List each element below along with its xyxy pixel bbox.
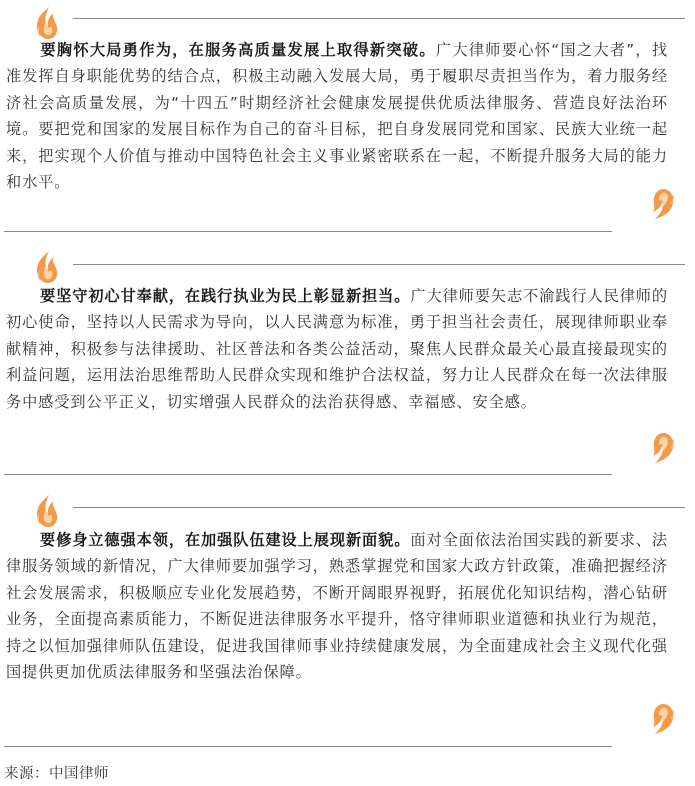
- section-top-divider: [73, 18, 685, 19]
- section-body: 广大律师要心怀“国之大者”，找准发挥自身职能优势的结合点，积极主动融入发展大局，勇于履职尽责担当作为，着力服务经济社会高质量发展，为“十四五”时期经济社会健康发展提供优质法律服务、营造良好法治环境。要把党和国家的发展目标作为自己的奋斗目标，把自身发展同党和国家、民族大业统一起来，把实现个人价值与推动中国特色社会主义事业紧密联系在一起，不断提升服务大局的能力和水平。: [6, 41, 668, 192]
- source-credit: 来源：中国律师: [4, 766, 109, 782]
- flame-icon: [643, 428, 681, 470]
- section-top-divider: [73, 264, 685, 265]
- section-heading: 要修身立德强本领，在加强队伍建设上展现新面貌。: [40, 531, 411, 549]
- section-heading: 要胸怀大局勇作为，在服务高质量发展上取得新突破。: [40, 41, 436, 59]
- section-heading: 要坚守初心甘奉献，在践行执业为民上彰显新担当。: [40, 287, 411, 305]
- section-paragraph: [6, 37, 668, 195]
- flame-icon: [33, 250, 61, 284]
- section-body: 广大律师要矢志不渝践行人民律师的初心使命，坚持以人民需求为导向，以人民满意为标准，勇于担当社会责任，展现律师职业奉献精神，积极参与法律援助、社区普法和各类公益活动，聚焦人民群众最关心最直接最现实的利益问题，运用法治思维帮助人民群众实现和维护合法权益，努力让人民群众在每一次法律服务中感受到公平正义，切实增强人民群众的法治获得感、幸福感、安全感。: [6, 287, 668, 411]
- flame-icon: [33, 6, 61, 40]
- section-paragraph: [6, 527, 668, 685]
- flame-icon: [643, 699, 681, 741]
- section-top-divider: [73, 507, 685, 508]
- section-bottom-divider: [4, 746, 612, 747]
- flame-icon: [33, 494, 61, 528]
- section-paragraph: [6, 283, 668, 415]
- section-body: 面对全面依法治国实践的新要求、法律服务领域的新情况，广大律师要加强学习，熟悉掌握党和国家大政方针政策，准确把握经济社会发展需求，积极顺应专业化发展趋势，不断开阔眼界视野，拓展优化知识结构，潜心钻研业务，全面提高素质能力，不断促进法律服务水平提升，恪守律师职业道德和执业行为规范，持之以恒加强律师队伍建设，促进我国律师事业持续健康发展，为全面建成社会主义现代化强国提供更加优质法律服务和坚强法治保障。: [6, 531, 668, 682]
- section-bottom-divider: [4, 231, 612, 232]
- section-bottom-divider: [4, 474, 612, 475]
